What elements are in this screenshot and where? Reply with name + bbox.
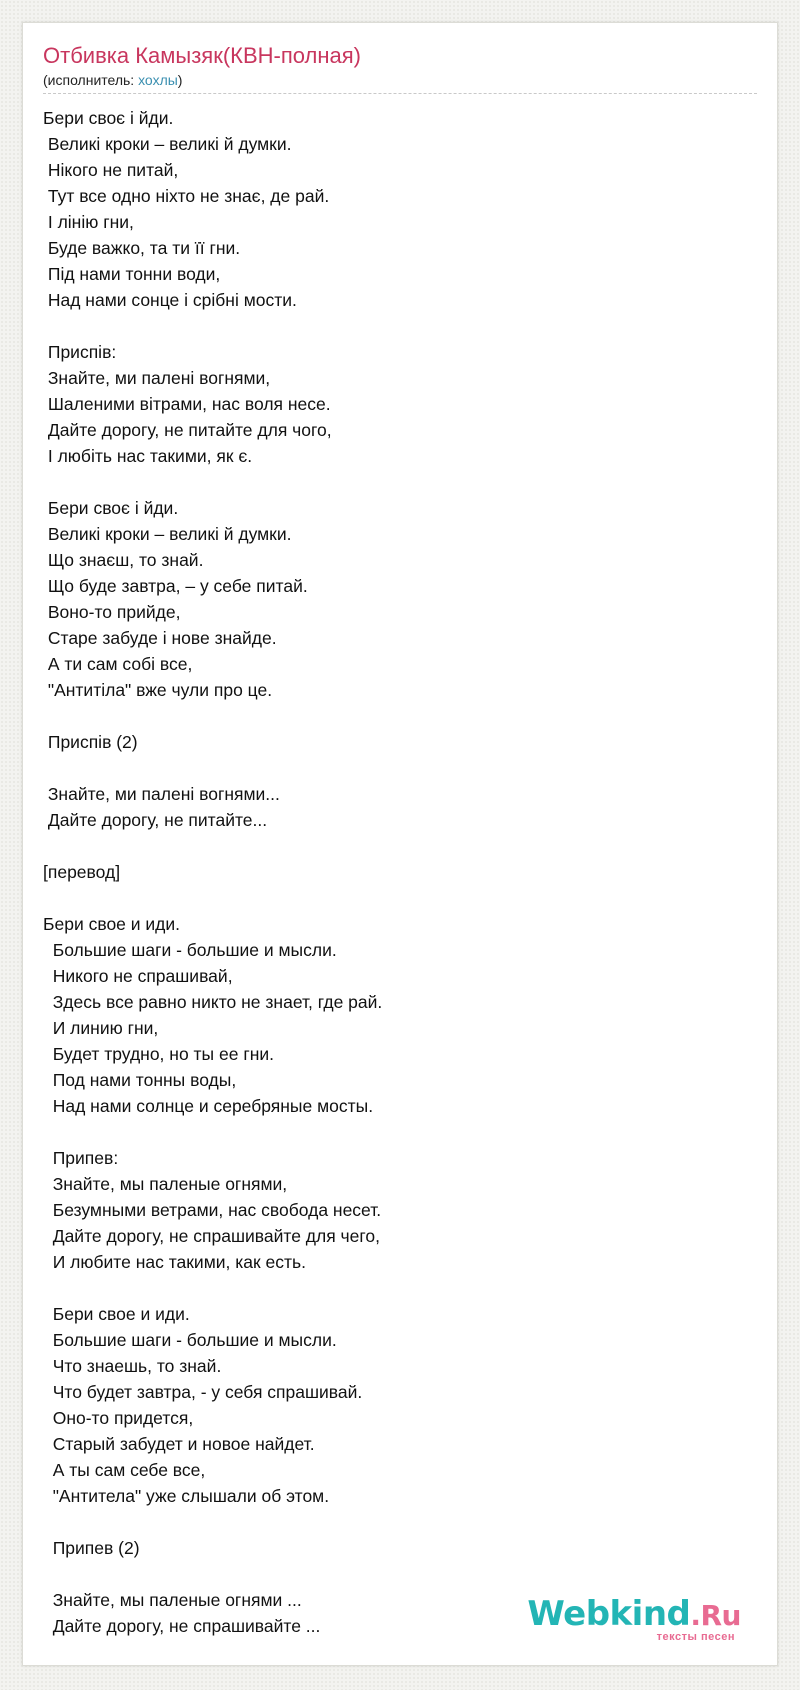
lyric-line: Дайте дорогу, не питайте... — [43, 810, 268, 830]
lyric-line: Воно-то прийде, — [43, 602, 181, 622]
lyric-line: Старе забуде і нове знайде. — [43, 628, 277, 648]
lyric-line: Здесь все равно никто не знает, где рай. — [43, 992, 383, 1012]
lyric-line: "Антитела" уже слышали об этом. — [43, 1486, 330, 1506]
lyric-line: Великі кроки – великі й думки. — [43, 134, 292, 154]
lyric-line: Буде важко, та ти її гни. — [43, 238, 241, 258]
lyric-line: І лінію гни, — [43, 212, 134, 232]
lyric-line: Большие шаги - большие и мысли. — [43, 940, 337, 960]
lyric-line — [43, 1119, 743, 1145]
lyric-line: Під нами тонни води, — [43, 264, 221, 284]
lyric-line — [43, 1509, 743, 1535]
lyrics-card — [22, 22, 778, 1666]
lyric-line: Безумными ветрами, нас свобода несет. — [43, 1200, 382, 1220]
logo-wordmark — [527, 1595, 741, 1635]
lyric-line: Бери свое и иди. — [43, 1304, 190, 1324]
webkind-logo[interactable] — [527, 1594, 741, 1643]
lyric-line — [43, 469, 743, 495]
header-divider — [43, 93, 757, 94]
artist-suffix: ) — [177, 72, 183, 88]
lyric-line: Что знаешь, то знай. — [43, 1356, 222, 1376]
lyric-line: Бери своє і йди. — [43, 498, 179, 518]
lyric-line: Оно-то придется, — [43, 1408, 194, 1428]
lyric-line: Дайте дорогу, не спрашивайте для чего, — [43, 1226, 381, 1246]
lyric-line: Знайте, ми палені вогнями, — [43, 368, 271, 388]
lyric-line: Знайте, мы паленые огнями, — [43, 1174, 288, 1194]
lyric-line: Над нами солнце и серебряные мосты. — [43, 1096, 374, 1116]
lyric-line: Приспів (2) — [43, 732, 138, 752]
lyric-line: А ти сам собі все, — [43, 654, 193, 674]
lyric-line: Что будет завтра, - у себя спрашивай. — [43, 1382, 363, 1402]
lyric-line: А ты сам себе все, — [43, 1460, 206, 1480]
lyric-line — [43, 1561, 743, 1587]
lyric-line: Бери своє і йди. — [43, 108, 174, 128]
lyric-line: Що знаєш, то знай. — [43, 550, 204, 570]
lyric-line: Дайте дорогу, не спрашивайте ... — [43, 1616, 321, 1636]
lyric-line: Дайте дорогу, не питайте для чого, — [43, 420, 332, 440]
lyric-line — [43, 833, 743, 859]
lyric-line: Що буде завтра, – у себе питай. — [43, 576, 308, 596]
lyric-line: [перевод] — [43, 862, 121, 882]
song-title: Отбивка Камызяк(КВН-полная) — [43, 43, 361, 68]
lyric-line — [43, 313, 743, 339]
lyric-line: Под нами тонны воды, — [43, 1070, 237, 1090]
lyric-line: И любите нас такими, как есть. — [43, 1252, 307, 1272]
lyric-line: Бери свое и иди. — [43, 914, 181, 934]
logo-tagline: тексты песен — [656, 1631, 735, 1643]
artist-line — [43, 71, 757, 89]
lyric-line: И линию гни, — [43, 1018, 159, 1038]
logo-main-text: Webkind — [527, 1594, 691, 1634]
lyrics-text — [43, 105, 743, 1639]
lyric-line: Приспів: — [43, 342, 117, 362]
lyric-line: Великі кроки – великі й думки. — [43, 524, 292, 544]
lyric-line: Никого не спрашивай, — [43, 966, 233, 986]
song-header — [43, 43, 757, 89]
lyric-line: Над нами сонце і срібні мости. — [43, 290, 297, 310]
lyric-line: Знайте, ми палені вогнями... — [43, 784, 280, 804]
lyric-line — [43, 755, 743, 781]
lyric-line: Припев: — [43, 1148, 119, 1168]
lyric-line: Тут все одно ніхто не знає, де рай. — [43, 186, 330, 206]
lyric-line: Большие шаги - большие и мысли. — [43, 1330, 337, 1350]
lyric-line: Старый забудет и новое найдет. — [43, 1434, 315, 1454]
lyric-line — [43, 885, 743, 911]
artist-prefix: (исполнитель: — [43, 72, 139, 88]
lyric-line — [43, 703, 743, 729]
lyric-line: І любіть нас такими, як є. — [43, 446, 253, 466]
lyric-line: Будет трудно, но ты ее гни. — [43, 1044, 275, 1064]
logo-suffix-text: .Ru — [690, 1599, 741, 1632]
lyric-line: "Антитіла" вже чули про це. — [43, 680, 273, 700]
lyric-line: Шаленими вітрами, нас воля несе. — [43, 394, 331, 414]
lyric-line: Припев (2) — [43, 1538, 140, 1558]
lyric-line: Нікого не питай, — [43, 160, 179, 180]
lyric-line — [43, 1275, 743, 1301]
artist-link[interactable]: хохлы — [138, 72, 178, 88]
lyric-line: Знайте, мы паленые огнями ... — [43, 1590, 302, 1610]
